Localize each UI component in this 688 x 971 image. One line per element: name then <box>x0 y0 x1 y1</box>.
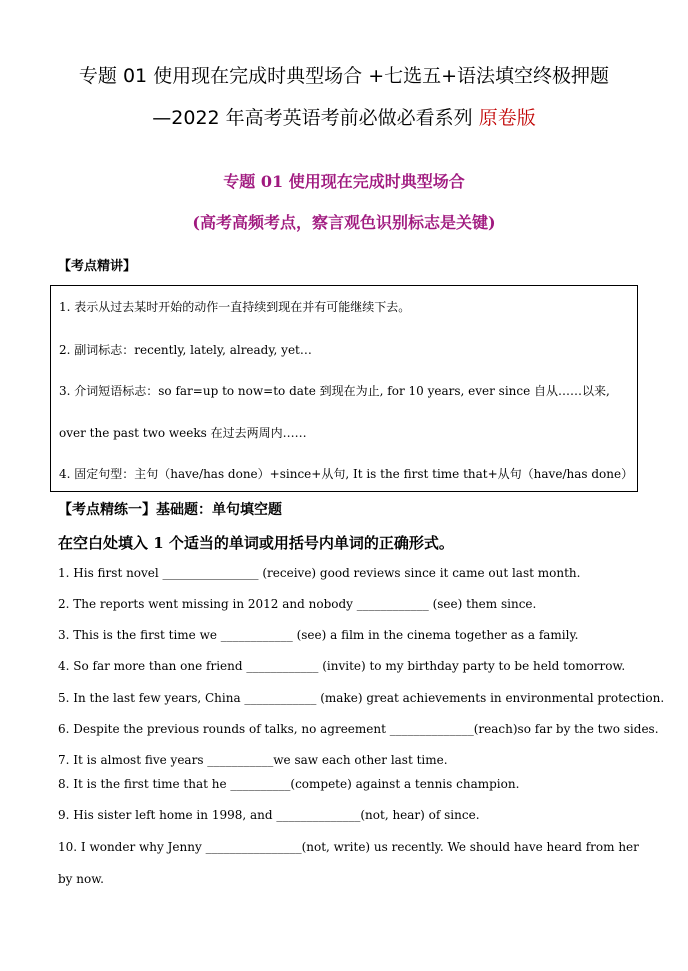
topic-title: 专题 01 使用现在完成时典型场合 <box>223 172 465 191</box>
question-item: 4. So far more than one friend ____________ (invite) to my birthday party to be held tomorrow. <box>58 659 626 673</box>
question-item: 9. His sister left home in 1998, and ______________(not, hear) of since. <box>58 808 480 822</box>
key-points-box <box>50 285 638 492</box>
key-point-item: 4. 固定句型：主句（have/has done）+since+从句, It is the first time that+从句（have/has done） <box>59 467 634 481</box>
key-point-item: over the past two weeks 在过去两周内…… <box>59 426 307 440</box>
practice-label: 【考点精练一】基础题：单句填空题 <box>58 502 282 518</box>
document-title-line1: 专题 01 使用现在完成时典型场合 +七选五+语法填空终极押题 <box>78 65 610 87</box>
question-item: 6. Despite the previous rounds of talks, no agreement ______________(reach)so far by the two sides. <box>58 722 659 736</box>
question-item: 8. It is the first time that he __________(compete) against a tennis champion. <box>58 777 520 791</box>
question-item: 7. It is almost five years ___________we saw each other last time. <box>58 753 448 767</box>
document-title-series: —2022 年高考英语考前必做必看系列 <box>152 107 473 129</box>
key-point-item: 2. 副词标志：recently, lately, already, yet… <box>59 343 312 357</box>
question-item: 10. I wonder why Jenny ________________(not, write) us recently. We should have heard from her <box>58 840 639 854</box>
key-points-label: 【考点精讲】 <box>58 259 137 274</box>
question-item: 1. His first novel ________________ (receive) good reviews since it came out last month. <box>58 566 581 580</box>
document-title-line2 <box>0 106 688 130</box>
topic-subtitle: (高考高频考点，察言观色识别标志是关键) <box>192 213 496 232</box>
question-item-continuation: by now. <box>58 872 104 886</box>
question-item: 5. In the last few years, China ____________ (make) great achievements in environmental protection. <box>58 691 665 705</box>
document-version-tag: 原卷版 <box>478 107 536 129</box>
practice-instruction: 在空白处填入 1 个适当的单词或用括号内单词的正确形式。 <box>58 534 454 552</box>
key-point-item: 3. 介词短语标志：so far=up to now=to date 到现在为止, for 10 years, ever since 自从……以来, <box>59 384 610 398</box>
question-item: 3. This is the first time we ____________ (see) a film in the cinema together as a family. <box>58 628 579 642</box>
question-item: 2. The reports went missing in 2012 and nobody ____________ (see) them since. <box>58 597 537 611</box>
key-point-item: 1. 表示从过去某时开始的动作一直持续到现在并有可能继续下去。 <box>59 300 411 314</box>
